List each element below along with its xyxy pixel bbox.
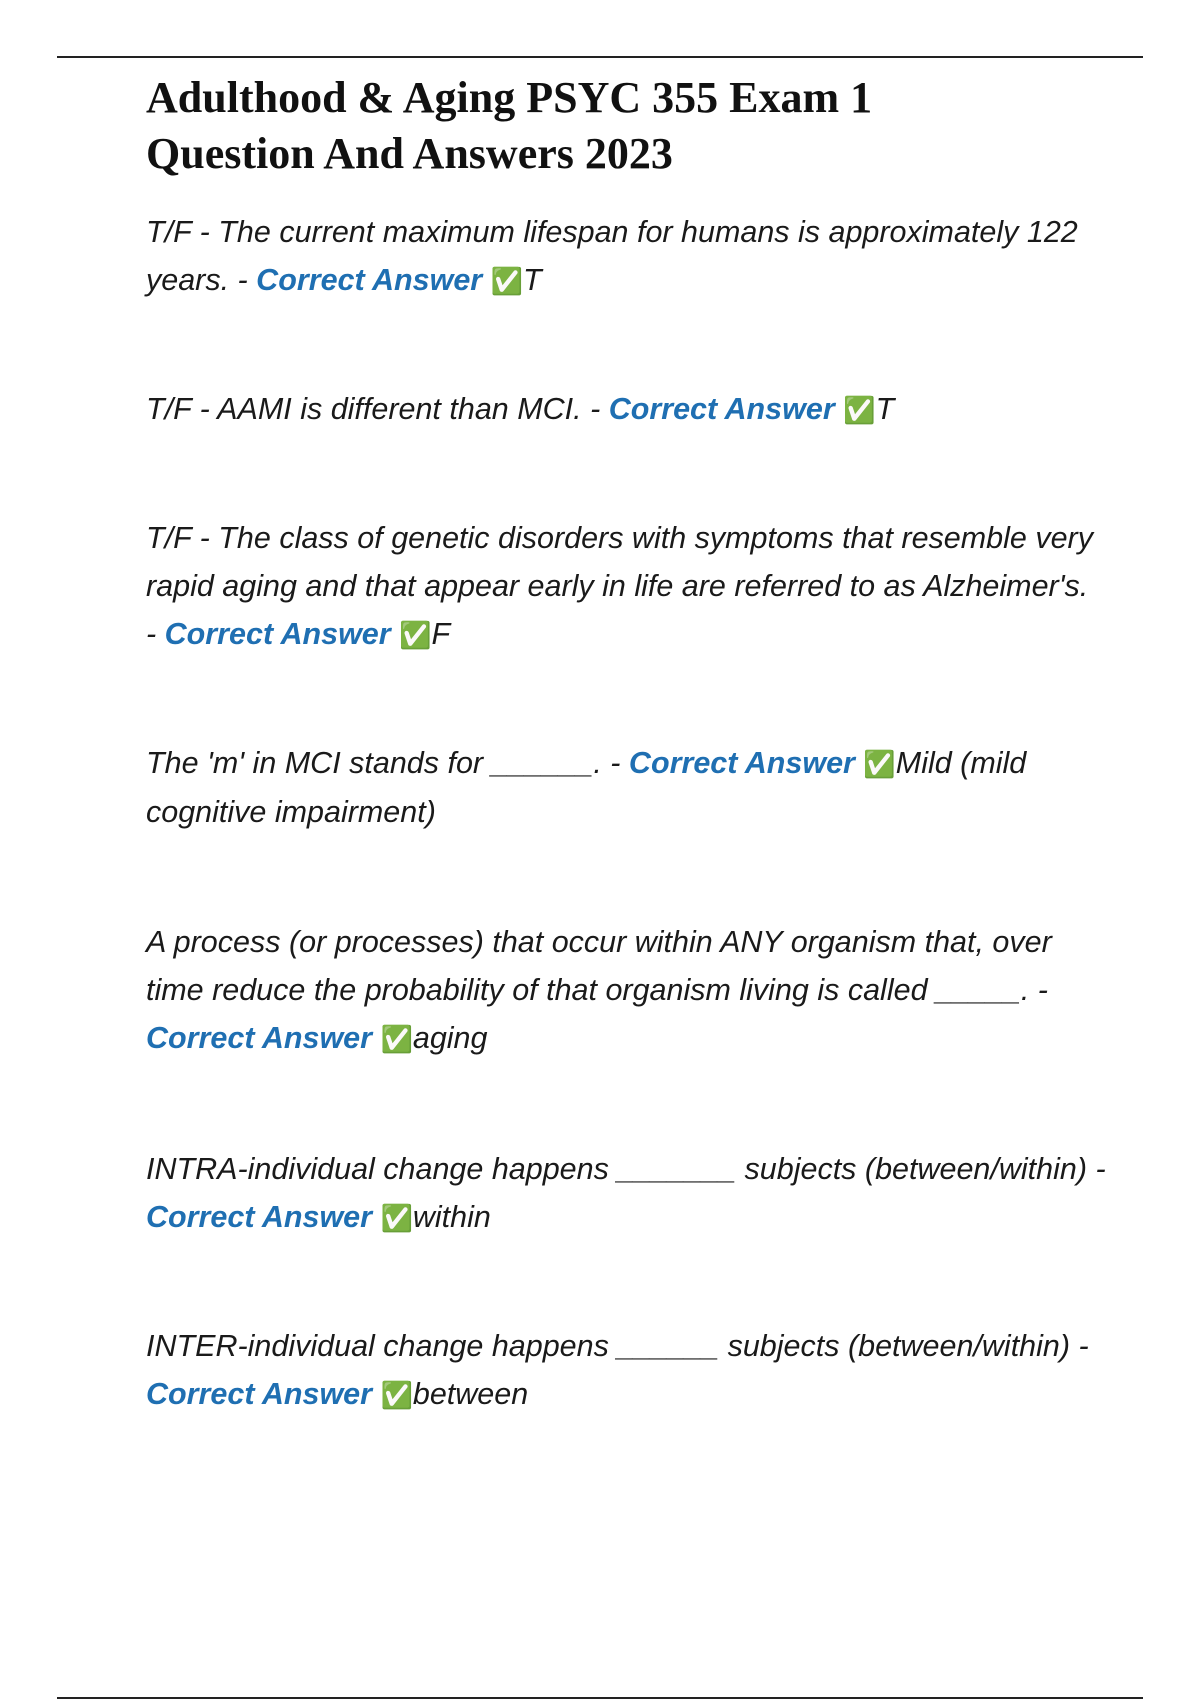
question-7	[146, 1322, 1106, 1419]
check-icon: ✅	[380, 1024, 413, 1054]
title-line-1: Adulthood & Aging PSYC 355 Exam 1	[146, 73, 873, 122]
separator: -	[601, 746, 629, 780]
bottom-rule	[57, 1697, 1143, 1699]
separator: -	[1070, 1329, 1089, 1363]
document-body	[146, 70, 1106, 1419]
question-5-answer: aging	[412, 1021, 488, 1055]
separator: -	[581, 392, 609, 426]
question-6-text: INTRA-individual change happens _______ subjects (between/within)	[146, 1152, 1087, 1186]
separator: -	[1087, 1152, 1106, 1186]
correct-answer-label: Correct Answer	[146, 1377, 372, 1411]
question-1-answer: T	[523, 263, 542, 297]
correct-answer-label: Correct Answer	[628, 746, 855, 780]
separator: -	[229, 263, 257, 297]
question-1-text: T/F - The current maximum lifespan for humans is approximately 122 years.	[146, 215, 1078, 297]
check-icon: ✅	[863, 749, 896, 779]
question-4-text: The 'm' in MCI stands for ______.	[146, 746, 602, 780]
correct-answer-label: Correct Answer	[146, 1021, 372, 1055]
question-2-answer: T	[875, 392, 895, 426]
check-icon: ✅	[843, 395, 876, 425]
question-5-text: A process (or processes) that occur within ANY organism that, over time reduce the probability of that organism living is called _____.	[146, 925, 1052, 1007]
question-6-answer: within	[412, 1200, 491, 1234]
question-5	[146, 918, 1106, 1063]
check-icon: ✅	[399, 620, 432, 650]
correct-answer-label: Correct Answer	[256, 263, 483, 297]
question-6	[146, 1145, 1106, 1242]
question-2-text: T/F - AAMI is different than MCI.	[146, 392, 582, 426]
question-3-answer: F	[431, 617, 451, 651]
question-3-text: T/F - The class of genetic disorders with symptoms that resemble very rapid aging and that appear early in life are referred to as Alzheimer's.	[146, 521, 1093, 603]
question-4-answer: Mild (mild cognitive impairment)	[146, 746, 1027, 829]
correct-answer-label: Correct Answer	[146, 1200, 372, 1234]
separator: -	[146, 617, 165, 651]
check-icon: ✅	[380, 1380, 413, 1410]
document-title	[146, 70, 1106, 182]
top-rule	[57, 56, 1143, 58]
question-7-text: INTER-individual change happens ______ subjects (between/within)	[146, 1329, 1071, 1363]
question-4	[146, 739, 1106, 836]
check-icon: ✅	[490, 266, 524, 296]
check-icon: ✅	[380, 1203, 413, 1233]
question-7-answer: between	[412, 1377, 529, 1411]
question-3	[146, 514, 1106, 659]
correct-answer-label: Correct Answer	[164, 617, 391, 651]
separator: -	[1029, 973, 1048, 1007]
question-1	[146, 208, 1106, 305]
title-line-2: Question And Answers 2023	[146, 129, 673, 178]
correct-answer-label: Correct Answer	[608, 392, 835, 426]
question-2	[146, 385, 1106, 434]
